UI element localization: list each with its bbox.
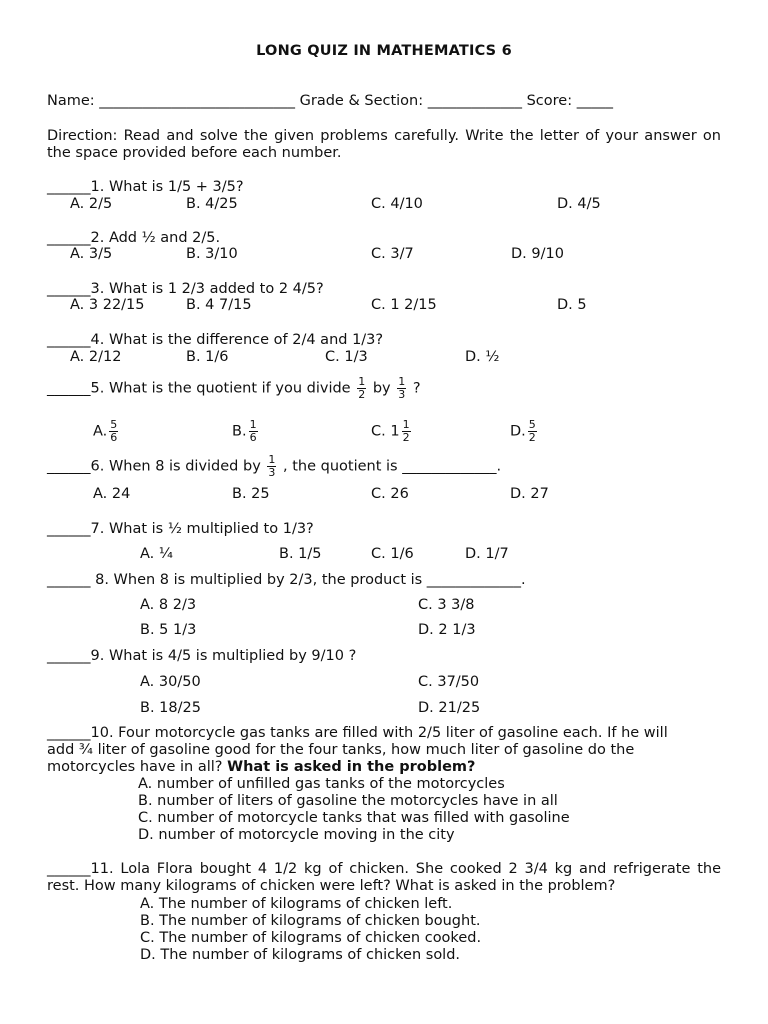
q11-option-d: D. The number of kilograms of chicken sold. <box>140 947 461 963</box>
question-10-line-3: motorcycles have in all? What is asked in the problem? <box>47 759 476 775</box>
q9-option-b: B. 18/25 <box>140 700 201 716</box>
q8-option-b: B. 5 1/3 <box>140 622 197 638</box>
q4-option-d: D. ½ <box>465 349 500 365</box>
question-4: ______4. What is the difference of 2/4 and 1/3? <box>47 332 384 348</box>
q11-option-c: C. The number of kilograms of chicken cooked. <box>140 930 482 946</box>
q6-option-a: A. 24 <box>93 486 131 502</box>
q10-asked: What is asked in the problem? <box>227 759 476 775</box>
q5-fraction-1: $\frac{1}{2}$ <box>358 375 366 401</box>
q11-option-a: A. The number of kilograms of chicken left. <box>140 896 453 912</box>
q2-option-c: C. 3/7 <box>371 246 414 262</box>
q5-option-c: C. 1 $\frac{1}{2}$ <box>371 418 410 444</box>
question-8: ______ 8. When 8 is multiplied by 2/3, the product is _____________. <box>47 572 526 588</box>
question-9: ______9. What is 4/5 is multiplied by 9/10 ? <box>47 648 357 664</box>
q3-option-c: C. 1 2/15 <box>371 297 437 313</box>
q8-option-a: A. 8 2/3 <box>140 597 197 613</box>
q6-option-c: C. 26 <box>371 486 409 502</box>
q5-fraction-2: $\frac{1}{3}$ <box>398 375 406 401</box>
question-5 <box>47 376 421 401</box>
q1-option-d: D. 4/5 <box>557 196 601 212</box>
q5-option-a: A. $\frac{5}{6}$ <box>93 418 118 444</box>
question-2: ______2. Add ½ and 2/5. <box>47 230 221 246</box>
q4-option-a: A. 2/12 <box>70 349 122 365</box>
q1-option-b: B. 4/25 <box>186 196 238 212</box>
question-10-line-1: ______10. Four motorcycle gas tanks are filled with 2/5 liter of gasoline each. If he will <box>47 725 668 741</box>
q10-option-a: A. number of unfilled gas tanks of the motorcycles <box>138 776 505 792</box>
q5-suffix: ? <box>412 380 421 397</box>
question-7: ______7. What is ½ multiplied to 1/3? <box>47 521 314 537</box>
q7-option-a: A. ¼ <box>140 546 173 562</box>
q7-option-b: B. 1/5 <box>279 546 322 562</box>
q1-option-a: A. 2/5 <box>70 196 113 212</box>
q5-option-b: B. $\frac{1}{6}$ <box>232 418 257 444</box>
q3-option-d: D. 5 <box>557 297 587 313</box>
q10-option-c: C. number of motorcycle tanks that was filled with gasoline <box>138 810 570 826</box>
quiz-title: LONG QUIZ IN MATHEMATICS 6 <box>256 43 512 59</box>
q3-option-b: B. 4 7/15 <box>186 297 252 313</box>
q1-option-c: C. 4/10 <box>371 196 423 212</box>
q9-option-d: D. 21/25 <box>418 700 481 716</box>
q2-option-d: D. 9/10 <box>511 246 564 262</box>
q4-option-c: C. 1/3 <box>325 349 368 365</box>
q7-option-c: C. 1/6 <box>371 546 414 562</box>
direction-text: Direction: Read and solve the given problems carefully. Write the letter of your answer on the space provided before each number. <box>47 128 721 161</box>
q8-option-d: D. 2 1/3 <box>418 622 476 638</box>
q6-suffix: , the quotient is _____________. <box>283 458 502 475</box>
question-1: ______1. What is 1/5 + 3/5? <box>47 179 244 195</box>
q3-option-a: A. 3 22/15 <box>70 297 145 313</box>
q2-option-a: A. 3/5 <box>70 246 113 262</box>
q6-option-b: B. 25 <box>232 486 270 502</box>
header-line: Name: ___________________________ Grade & Section: _____________ Score: _____ <box>47 93 613 109</box>
q5-prefix: ______5. What is the quotient if you divide <box>47 380 351 397</box>
q5-option-d: D. $\frac{5}{2}$ <box>510 418 536 444</box>
q10-option-d: D. number of motorcycle moving in the city <box>138 827 455 843</box>
q6-option-d: D. 27 <box>510 486 549 502</box>
q9-option-c: C. 37/50 <box>418 674 480 690</box>
q6-prefix: ______6. When 8 is divided by <box>47 458 261 475</box>
q9-option-a: A. 30/50 <box>140 674 201 690</box>
q2-option-b: B. 3/10 <box>186 246 238 262</box>
question-6 <box>47 454 501 479</box>
q8-option-c: C. 3 3/8 <box>418 597 475 613</box>
q5-mid: by <box>372 380 391 397</box>
q4-option-b: B. 1/6 <box>186 349 229 365</box>
q7-option-d: D. 1/7 <box>465 546 509 562</box>
q6-fraction: $\frac{1}{3}$ <box>268 453 276 479</box>
question-11: ______11. Lola Flora bought 4 1/2 kg of chicken. She cooked 2 3/4 kg and refrigerate the rest. How many kilograms of chicken were left? What is asked in the problem? <box>47 861 721 894</box>
question-3: ______3. What is 1 2/3 added to 2 4/5? <box>47 281 324 297</box>
question-10-line-2: add ¾ liter of gasoline good for the four tanks, how much liter of gasoline do the <box>47 742 635 758</box>
q11-option-b: B. The number of kilograms of chicken bought. <box>140 913 481 929</box>
q10-option-b: B. number of liters of gasoline the motorcycles have in all <box>138 793 558 809</box>
